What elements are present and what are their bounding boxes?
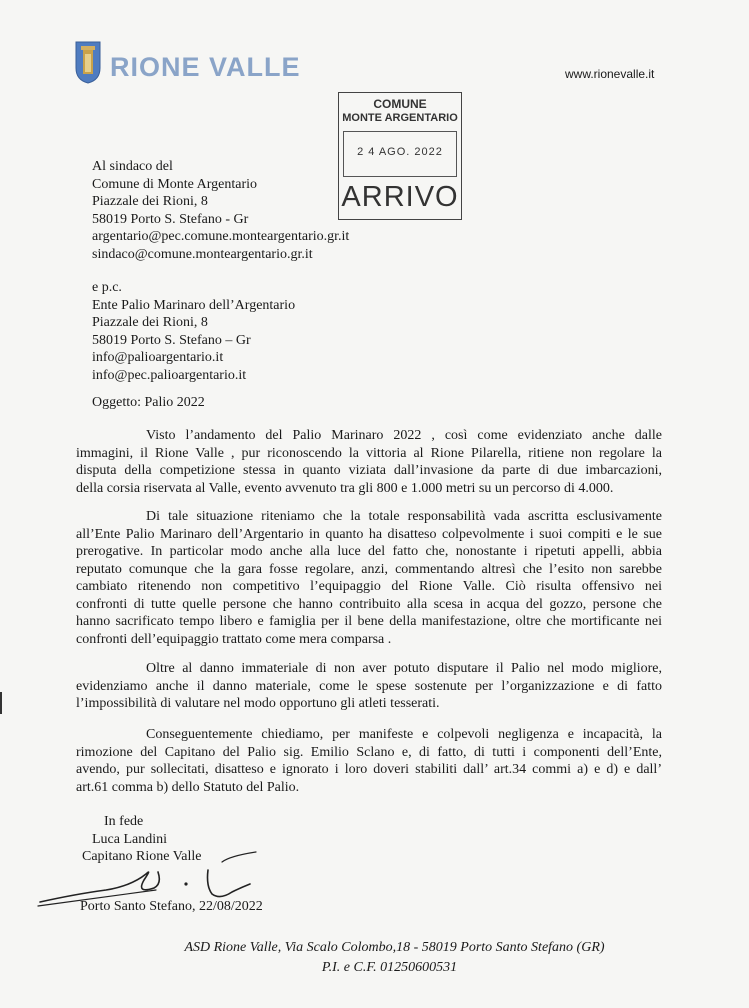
recipient-email[interactable]: argentario@pec.comune.monteargentario.gr.it — [92, 229, 350, 244]
cc-line: Piazzale dei Rioni, 8 — [92, 315, 208, 330]
closing-salutation: In fede — [104, 814, 144, 829]
cc-line: e p.c. — [92, 280, 122, 295]
brand-name: RIONE VALLE — [110, 52, 301, 82]
stamp-line2: MONTE ARGENTARIO — [342, 112, 458, 124]
recipient-line: Comune di Monte Argentario — [92, 176, 257, 192]
recipient-email[interactable]: sindaco@comune.monteargentario.gr.it — [92, 246, 313, 262]
cc-email[interactable]: info@pec.palioargentario.it — [92, 367, 247, 383]
footer-tax-id: P.I. e C.F. 01250600531 — [321, 960, 458, 975]
cc-address — [92, 279, 295, 384]
paragraph-line: avendo, pur sollecitati, disatteso e ignorato i loro doveri stabiliti dall’ art.34 commi a) e d) e dall’ — [76, 762, 662, 777]
stamp-line1: COMUNE — [373, 97, 427, 111]
paragraph-line: art.61 comma b) dello Statuto del Palio. — [76, 779, 300, 795]
recipient-line: 58019 Porto S. Stefano - Gr — [92, 211, 249, 227]
paragraph-line: Visto l’andamento del Palio Marinaro 2022 , così come evidenziato anche dalle — [146, 428, 662, 443]
paragraph-line: disputa della competizione stessa in quanto viziata dall’invasione da parte di due imbarcazioni, — [76, 463, 662, 478]
signatory-role: Capitano Rione Valle — [82, 849, 202, 864]
paragraph-line: confronti di tutte quelle persone che hanno contribuito alla scesa in acqua del gozzo, persone che — [76, 596, 662, 612]
body-paragraph-1 — [76, 427, 662, 497]
cc-line: Ente Palio Marinaro dell’Argentario — [92, 297, 296, 313]
paragraph-line: confronti dell’equipaggio trattato come mera comparsa . — [76, 631, 392, 647]
paragraph-line: cambiato ritenendo non competitivo l’equipaggio del Rione Valle. Ciò risulta offensivo nei — [76, 579, 662, 594]
paragraph-line: Oltre al danno immateriale di non aver potuto disputare il Palio nel modo migliore, — [146, 661, 662, 676]
subject-line: Oggetto: Palio 2022 — [92, 395, 205, 410]
cc-email[interactable]: info@palioargentario.it — [92, 350, 224, 365]
paragraph-line: Conseguentemente chiediamo, per manifeste e colpevoli negligenza e incapacità, la — [146, 727, 662, 742]
paragraph-line: Di tale situazione riteniamo che la totale responsabilità vada ascritta esclusivamente — [146, 509, 662, 524]
recipient-line: Al sindaco del — [92, 159, 173, 174]
recipient-line: Piazzale dei Rioni, 8 — [92, 194, 208, 209]
paragraph-line: della corsia riservata al Valle, evento avvenuto tra gli 800 e 1.000 metri su un percorso di 4.000. — [76, 480, 614, 496]
rione-valle-logo — [74, 40, 102, 84]
paragraph-line: rimozione del Capitano del Palio sig. Emilio Sclano e, di fatto, di tutti i componenti dell’Ente, — [76, 744, 662, 760]
paragraph-line: immagini, il Rione Valle , pur riconoscendo la vittoria al Rione Pilarella, ritiene non regolare la — [76, 445, 662, 461]
stamp-status: ARRIVO — [341, 181, 459, 213]
body-paragraph-3 — [76, 660, 662, 713]
recipient-address — [92, 158, 349, 263]
paragraph-line: evidenziamo anche il danno materiale, come le spese sostenute per l’organizzazione e di fatto — [76, 678, 662, 694]
website-link[interactable]: www.rionevalle.it — [565, 67, 655, 81]
stamp-date-box — [343, 131, 457, 177]
place-and-date: Porto Santo Stefano, 22/08/2022 — [80, 899, 263, 914]
paragraph-line: all’Ente Palio Marinaro dell’Argentario in quanto ha disatteso colpevolmente i suoi compiti e le sue — [76, 526, 662, 542]
body-paragraph-4 — [76, 726, 662, 796]
cc-line: 58019 Porto S. Stefano – Gr — [92, 332, 251, 348]
body-paragraph-2 — [76, 508, 662, 648]
signatory-name: Luca Landini — [92, 831, 168, 847]
protocol-stamp — [338, 92, 462, 220]
margin-mark — [0, 692, 2, 714]
footer-address: ASD Rione Valle, Via Scalo Colombo,18 - 58019 Porto Santo Stefano (GR) — [184, 940, 605, 955]
paragraph-line: hanno sacrificato tempo libero e famiglia per il bene della manifestazione, oltre che mortificante nei — [76, 614, 662, 629]
paragraph-line: l’impossibilità di valutare nel modo opportuno gli atleti tesserati. — [76, 696, 440, 711]
paragraph-line: reputato comunque che la gara fosse regolare, anzi, commentando altresì che l’esito non sarebbe — [76, 561, 662, 577]
paragraph-line: prerogative. In particolar modo anche alla luce del fatto che, nonostante i ripetuti appelli, abbia — [76, 544, 662, 559]
stamp-date: 2 4 AGO. 2022 — [357, 146, 443, 158]
